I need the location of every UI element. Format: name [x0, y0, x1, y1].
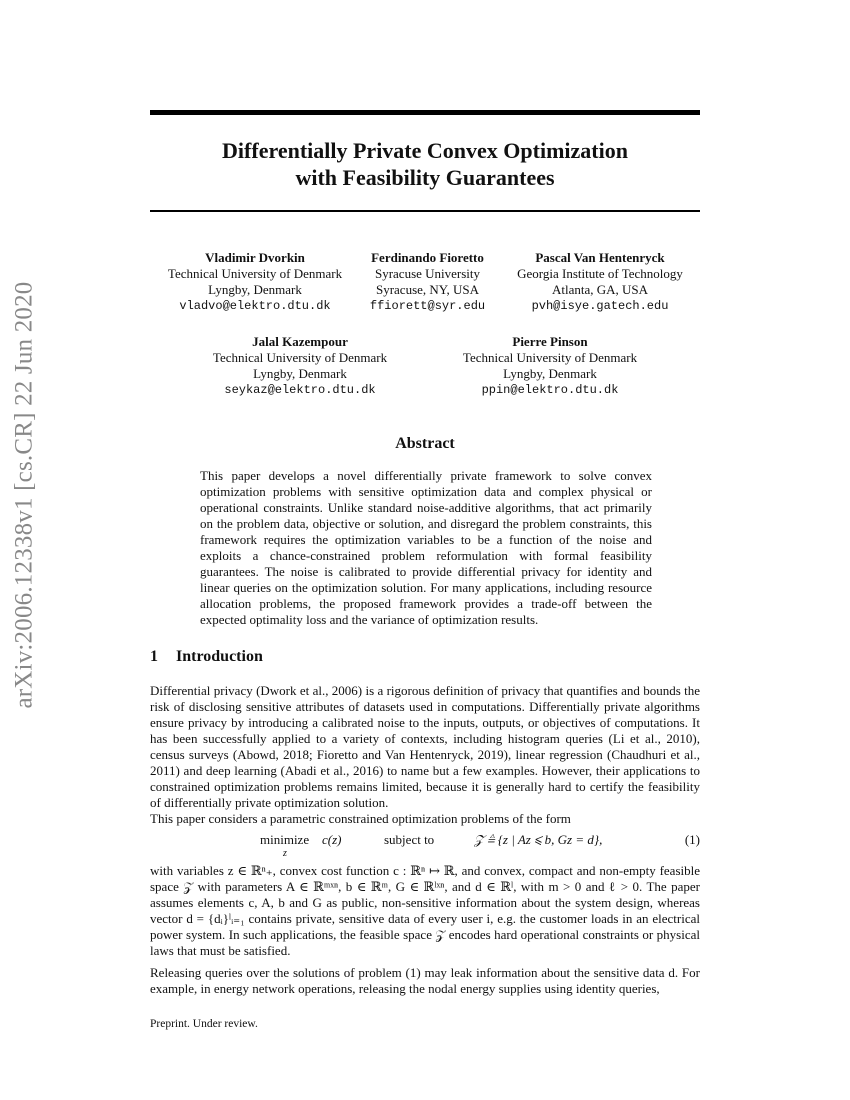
equation-operator: minimize	[260, 832, 310, 847]
author-email: pvh@isye.gatech.edu	[531, 299, 669, 313]
paper-title	[150, 137, 700, 191]
section-number: 1	[150, 648, 158, 665]
title-line-1: Differentially Private Convex Optimization	[222, 138, 628, 163]
author-name: Pierre Pinson	[512, 334, 588, 349]
author-affiliation: Syracuse University	[374, 266, 481, 281]
section-title-text: Introduction	[176, 648, 263, 665]
arxiv-identifier	[2, 281, 48, 709]
author-block	[500, 250, 700, 314]
equation-number: (1)	[684, 832, 700, 847]
equation-1	[150, 830, 700, 860]
body-paragraph: This paper considers a parametric constrained optimization problems of the form	[150, 811, 571, 826]
author-email: ffiorett@syr.edu	[369, 299, 486, 313]
body-paragraph: Releasing queries over the solutions of problem (1) may leak information about the sensitive data d. For example, in energy network operations, releasing the nodal energy supplies using identity queries,	[150, 965, 700, 996]
title-bottom-rule	[150, 210, 700, 212]
author-location: Syracuse, NY, USA	[375, 282, 480, 297]
equation-objective: c(z)	[322, 832, 342, 847]
author-block	[350, 250, 505, 314]
author-location: Lyngby, Denmark	[208, 282, 302, 297]
body-paragraph: with variables z ∈ ℝⁿ₊, convex cost function c : ℝⁿ ↦ ℝ, and convex, compact and non-empty feasible space 𝒵 with parameters A ∈ ℝᵐˣⁿ, b ∈ ℝᵐ, G ∈ ℝˡˣⁿ, and d ∈ ℝˡ, with m > 0 and ℓ > 0. The paper assumes elements c, A, b and G as public, non-sensitive information about the system design, whereas vector d = {dᵢ}ˡᵢ₌₁ contains private, sensitive data of every user i, e.g. the customer loads in an electrical power system. In such applications, the feasible space 𝒵 encodes hard operational constraints or physical laws that must be satisfied.	[150, 863, 700, 958]
title-top-rule	[150, 110, 700, 115]
author-location: Lyngby, Denmark	[503, 366, 597, 381]
author-location: Lyngby, Denmark	[253, 366, 347, 381]
author-location: Atlanta, GA, USA	[551, 282, 649, 297]
preprint-footer: Preprint. Under review.	[150, 1018, 258, 1030]
abstract-heading: Abstract	[395, 435, 455, 452]
title-line-2: with Feasibility Guarantees	[295, 165, 555, 190]
author-name: Pascal Van Hentenryck	[535, 250, 665, 265]
author-affiliation: Technical University of Denmark	[167, 266, 343, 281]
author-block	[200, 334, 400, 398]
author-block	[450, 334, 650, 398]
equation-subject-to: subject to	[384, 832, 435, 847]
author-name: Vladimir Dvorkin	[205, 250, 305, 265]
equation-constraint: 𝒵 ≜ {z | Az ⩽ b, Gz = d},	[474, 832, 603, 847]
author-email: ppin@elektro.dtu.dk	[481, 383, 619, 397]
author-block	[155, 250, 355, 314]
author-affiliation: Georgia Institute of Technology	[517, 266, 683, 281]
equation-variable: z	[283, 848, 287, 859]
author-affiliation: Technical University of Denmark	[462, 350, 638, 365]
author-email: vladvo@elektro.dtu.dk	[179, 299, 331, 313]
author-affiliation: Technical University of Denmark	[212, 350, 388, 365]
arxiv-identifier-text: arXiv:2006.12338v1 [cs.CR] 22 Jun 2020	[11, 281, 38, 709]
body-paragraph: Differential privacy (Dwork et al., 2006) is a rigorous definition of privacy that quantifies and bounds the risk of disclosing sensitive attributes of datasets used in computations. Differentially private algorithms ensure privacy by introducing a calibrated noise to the inputs, outputs, or objectives of computations. It has been successfully applied to a variety of contexts, including histogram queries (Li et al., 2010), census surveys (Abowd, 2018; Fioretto and Van Hentenryck, 2019), linear regression (Chaudhuri et al., 2011) and deep learning (Abadi et al., 2016) to name but a few examples. However, their applications to constrained optimization problems remains limited, because it is generally hard to certify the feasibility of differentially private optimization solution.	[150, 683, 700, 810]
author-name: Jalal Kazempour	[252, 334, 348, 349]
author-name: Ferdinando Fioretto	[371, 250, 484, 265]
author-email: seykaz@elektro.dtu.dk	[224, 383, 376, 397]
abstract-text: This paper develops a novel differentially private framework to solve convex optimization problems with sensitive optimization data and complex physical or operational constraints. Unlike standard noise-additive algorithms, that act primarily on the problem data, objective or solution, and disregard the problem constraints, this framework requires the optimization variables to be a function of the noise and exploits a chance-constrained problem reformulation with formal feasibility guarantees. The noise is calibrated to provide differential privacy for identity and linear queries on the optimization solution. For many applications, including resource allocation problems, the proposed framework provides a trade-off between the expected optimality loss and the variance of optimization results.	[200, 468, 652, 627]
section-heading	[150, 648, 263, 666]
